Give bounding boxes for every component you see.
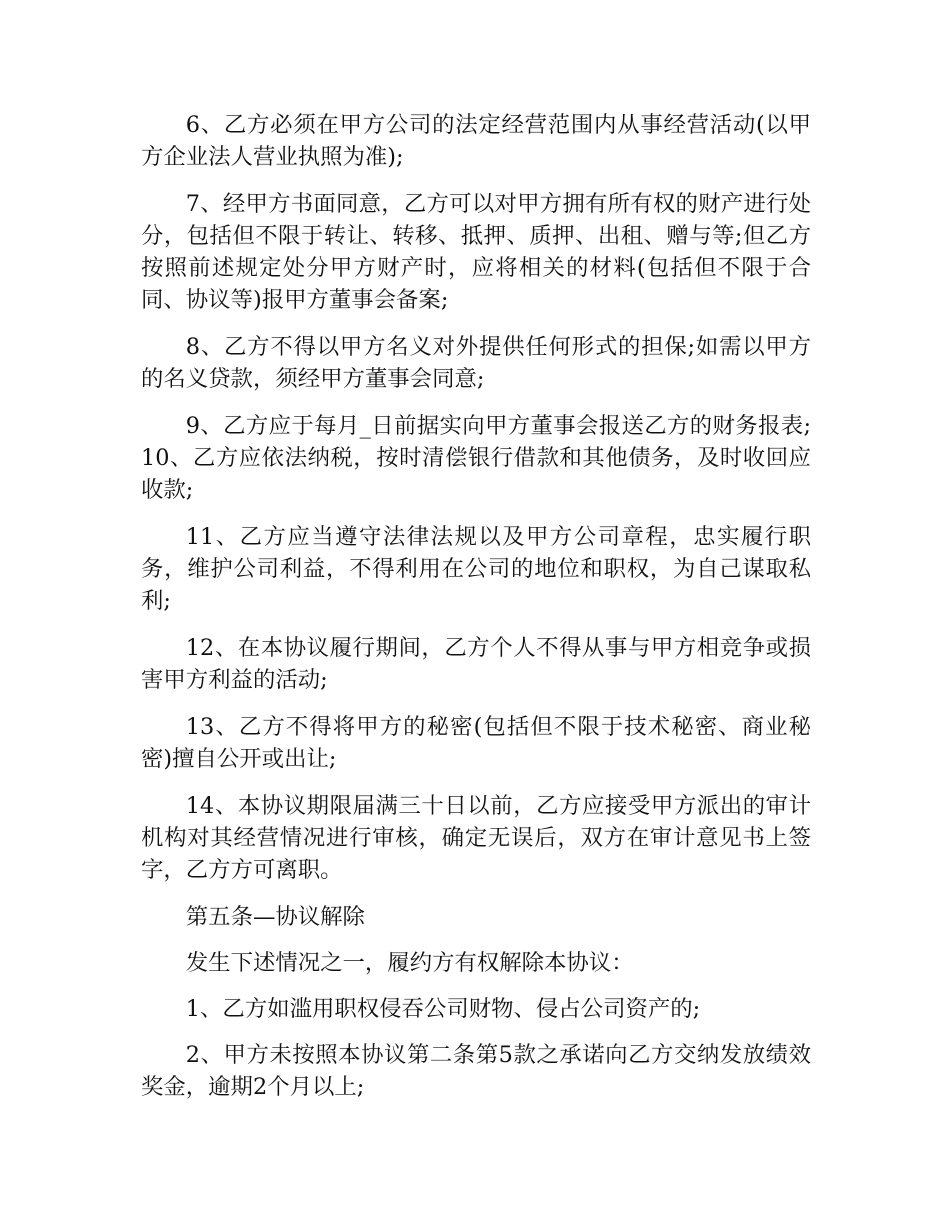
termination-item-2: 2、甲方未按照本协议第二条第5款之承诺向乙方交纳发放绩效奖金，逾期2个月以上; [141,1042,811,1100]
clause-7: 7、经甲方书面同意，乙方可以对甲方拥有所有权的财产进行处分，包括但不限于转让、转移、抵押、质押、出租、赠与等;但乙方按照前述规定处分甲方财产时，应将相关的材料(包括但不限于合同、协议等)报甲方董事会备案; [141,191,811,313]
clause-8: 8、乙方不得以甲方名义对外提供任何形式的担保;如需以甲方的名义贷款，须经甲方董事会同意; [141,334,811,392]
clause-12: 12、在本协议履行期间，乙方个人不得从事与甲方相竞争或损害甲方利益的活动; [141,635,811,693]
clause-6: 6、乙方必须在甲方公司的法定经营范围内从事经营活动(以甲方企业法人营业执照为准); [141,112,811,170]
section-heading-article-5: 第五条—协议解除 [185,904,365,930]
clause-11: 11、乙方应当遵守法律法规以及甲方公司章程，忠实履行职务，维护公司利益，不得利用在公司的地位和职权，为自己谋取私利; [141,524,811,614]
clause-9-10: 9、乙方应于每月_日前据实向甲方董事会报送乙方的财务报表;10、乙方应依法纳税，按时清偿银行借款和其他债务，及时收回应收款; [141,413,811,503]
termination-intro: 发生下述情况之一，履约方有权解除本协议： [185,950,634,976]
clause-14: 14、本协议期限届满三十日以前，乙方应接受甲方派出的审计机构对其经营情况进行审核，确定无误后，双方在审计意见书上签字，乙方方可离职。 [141,793,811,883]
termination-item-1: 1、乙方如滥用职权侵吞公司财物、侵占公司资产的; [185,996,701,1022]
document-body [141,109,811,1118]
clause-13: 13、乙方不得将甲方的秘密(包括但不限于技术秘密、商业秘密)擅自公开或出让; [141,714,811,772]
